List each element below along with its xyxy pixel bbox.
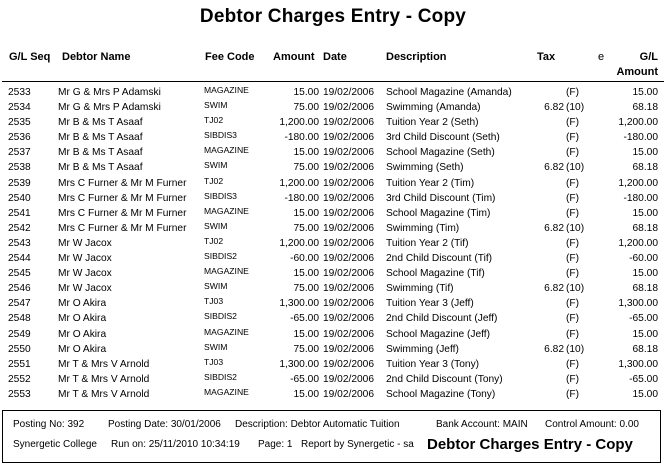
row-gl-seq: 2550 — [8, 343, 31, 355]
row-gl-seq: 2546 — [8, 283, 31, 295]
row-debtor-name: Mr W Jacox — [58, 268, 112, 280]
row-date: 19/02/2006 — [323, 328, 374, 340]
row-date: 19/02/2006 — [323, 162, 374, 174]
row-tax: 6.82 — [544, 343, 564, 355]
row-tax-flag: (F) — [566, 177, 580, 189]
table-row — [0, 85, 666, 100]
row-fee-code: TJ02 — [204, 115, 224, 126]
row-fee-code: MAGAZINE — [204, 386, 249, 397]
row-gl-amount: 15.00 — [632, 388, 658, 400]
row-date: 19/02/2006 — [323, 222, 374, 234]
table-row — [0, 266, 666, 281]
row-amount: 75.00 — [293, 343, 319, 355]
row-fee-code: SWIM — [204, 220, 228, 231]
row-date: 19/02/2006 — [323, 192, 374, 204]
table-row — [0, 221, 666, 236]
table-row — [0, 115, 666, 130]
col-header-description: Description — [386, 51, 447, 63]
row-gl-amount: 15.00 — [632, 87, 658, 98]
row-gl-amount: 1,300.00 — [618, 298, 658, 310]
row-fee-code: MAGAZINE — [204, 326, 249, 337]
row-debtor-name: Mr B & Ms T Asaaf — [58, 132, 143, 144]
row-tax-flag: (F) — [566, 328, 580, 340]
row-date: 19/02/2006 — [323, 102, 374, 114]
row-amount: 75.00 — [293, 102, 319, 114]
row-debtor-name: Mr W Jacox — [58, 237, 112, 249]
col-header-fee-code: Fee Code — [205, 51, 255, 63]
row-debtor-name: Mr B & Ms T Asaaf — [58, 147, 143, 159]
row-fee-code: MAGAZINE — [204, 85, 249, 95]
row-tax-flag: (F) — [566, 132, 580, 144]
row-tax-flag: (10) — [566, 283, 585, 295]
table-row — [0, 160, 666, 175]
row-fee-code: MAGAZINE — [204, 266, 249, 277]
row-amount: 1,300.00 — [279, 358, 319, 370]
table-row — [0, 130, 666, 145]
table-row — [0, 357, 666, 372]
row-date: 19/02/2006 — [323, 313, 374, 325]
row-amount: -180.00 — [284, 132, 319, 144]
row-debtor-name: Mrs C Furner & Mr M Furner — [58, 192, 187, 204]
row-gl-amount: -180.00 — [623, 192, 658, 204]
row-tax-flag: (F) — [566, 117, 580, 129]
row-date: 19/02/2006 — [323, 177, 374, 189]
row-gl-seq: 2543 — [8, 237, 31, 249]
row-tax-flag: (10) — [566, 162, 585, 174]
row-gl-seq: 2536 — [8, 132, 31, 144]
row-description: Tuition Year 2 (Seth) — [386, 117, 479, 129]
col-header-debtor-name: Debtor Name — [62, 51, 131, 63]
row-gl-amount: 1,200.00 — [618, 237, 658, 249]
row-tax-flag: (F) — [566, 373, 580, 385]
row-description: 2nd Child Discount (Tony) — [386, 373, 503, 385]
row-amount: 15.00 — [293, 147, 319, 159]
table-row — [0, 281, 666, 296]
row-gl-amount: 1,300.00 — [618, 358, 658, 370]
row-tax-flag: (F) — [566, 358, 580, 370]
row-debtor-name: Mr T & Mrs V Arnold — [58, 373, 150, 385]
row-gl-seq: 2542 — [8, 222, 31, 234]
row-fee-code: SIBDIS2 — [204, 371, 237, 382]
row-gl-amount: 68.18 — [632, 343, 658, 355]
row-debtor-name: Mr O Akira — [58, 298, 107, 310]
table-row — [0, 372, 666, 387]
row-debtor-name: Mr O Akira — [58, 313, 107, 325]
table-row — [0, 191, 666, 206]
row-tax-flag: (10) — [566, 222, 585, 234]
row-description: Tuition Year 2 (Tif) — [386, 237, 469, 249]
row-date: 19/02/2006 — [323, 117, 374, 129]
row-gl-seq: 2549 — [8, 328, 31, 340]
col-header-e: e — [598, 51, 605, 63]
table-row — [0, 236, 666, 251]
row-fee-code: SWIM — [204, 341, 228, 352]
report-footer — [2, 410, 661, 463]
row-gl-amount: 68.18 — [632, 283, 658, 295]
col-header-gl: G/L — [639, 51, 658, 63]
row-description: Swimming (Tim) — [386, 222, 460, 234]
row-gl-amount: 1,200.00 — [618, 117, 658, 129]
table-row — [0, 100, 666, 115]
col-header-tax: Tax — [537, 51, 556, 63]
col-header-gl-amount: Amount — [616, 66, 658, 78]
table-row — [0, 296, 666, 311]
row-gl-seq: 2552 — [8, 373, 31, 385]
row-date: 19/02/2006 — [323, 373, 374, 385]
row-debtor-name: Mrs C Furner & Mr M Furner — [58, 222, 187, 234]
row-tax: 6.82 — [544, 162, 564, 174]
row-amount: 1,200.00 — [279, 237, 319, 249]
row-tax-flag: (F) — [566, 192, 580, 204]
row-debtor-name: Mr G & Mrs P Adamski — [58, 102, 161, 114]
row-fee-code: SIBDIS2 — [204, 311, 237, 322]
footer-title: Debtor Charges Entry - Copy — [427, 436, 633, 453]
row-amount: 75.00 — [293, 162, 319, 174]
row-fee-code: TJ03 — [204, 296, 224, 307]
row-amount: 15.00 — [293, 207, 319, 219]
row-description: Swimming (Amanda) — [386, 102, 481, 114]
row-gl-amount: -180.00 — [623, 132, 658, 144]
row-gl-seq: 2547 — [8, 298, 31, 310]
row-gl-seq: 2551 — [8, 358, 31, 370]
row-description: Tuition Year 3 (Tony) — [386, 358, 480, 370]
table-row — [0, 342, 666, 357]
table-row — [0, 311, 666, 326]
row-gl-seq: 2540 — [8, 192, 31, 204]
row-description: School Magazine (Seth) — [386, 147, 495, 159]
row-amount: -180.00 — [284, 192, 319, 204]
row-description: School Magazine (Tif) — [386, 268, 485, 280]
row-gl-seq: 2537 — [8, 147, 31, 159]
row-tax-flag: (10) — [566, 102, 585, 114]
row-amount: -65.00 — [290, 313, 319, 325]
row-tax-flag: (10) — [566, 343, 585, 355]
row-description: School Magazine (Tim) — [386, 207, 491, 219]
row-tax-flag: (F) — [566, 207, 580, 219]
row-amount: 15.00 — [293, 268, 319, 280]
table-row — [0, 327, 666, 342]
row-date: 19/02/2006 — [323, 358, 374, 370]
row-tax-flag: (F) — [566, 313, 580, 325]
row-tax-flag: (F) — [566, 298, 580, 310]
row-date: 19/02/2006 — [323, 283, 374, 295]
footer-bank-account: Bank Account: MAIN — [436, 419, 528, 430]
row-date: 19/02/2006 — [323, 237, 374, 249]
row-description: Swimming (Jeff) — [386, 343, 459, 355]
table-row — [0, 251, 666, 266]
row-date: 19/02/2006 — [323, 132, 374, 144]
row-debtor-name: Mr O Akira — [58, 343, 107, 355]
row-fee-code: SWIM — [204, 281, 228, 292]
row-description: 3rd Child Discount (Seth) — [386, 132, 500, 144]
footer-posting-no: Posting No: 392 — [13, 419, 85, 430]
row-gl-amount: 1,200.00 — [618, 177, 658, 189]
table-row — [0, 387, 666, 402]
row-date: 19/02/2006 — [323, 147, 374, 159]
report-title: Debtor Charges Entry - Copy — [199, 6, 467, 27]
row-date: 19/02/2006 — [323, 268, 374, 280]
row-gl-amount: 15.00 — [632, 147, 658, 159]
row-fee-code: TJ02 — [204, 175, 224, 186]
row-tax: 6.82 — [544, 222, 564, 234]
row-description: School Magazine (Tony) — [386, 388, 496, 400]
row-date: 19/02/2006 — [323, 343, 374, 355]
row-gl-amount: -65.00 — [629, 313, 658, 325]
row-gl-seq: 2548 — [8, 313, 31, 325]
row-gl-amount: 15.00 — [632, 268, 658, 280]
footer-page: Page: 1 — [258, 439, 293, 450]
row-description: 3rd Child Discount (Tim) — [386, 192, 496, 204]
row-description: 2nd Child Discount (Tif) — [386, 253, 493, 265]
col-header-amount: Amount — [273, 51, 315, 63]
row-debtor-name: Mr B & Ms T Asaaf — [58, 162, 143, 174]
row-date: 19/02/2006 — [323, 87, 374, 98]
row-description: School Magazine (Amanda) — [386, 87, 512, 98]
row-description: Tuition Year 3 (Jeff) — [386, 298, 474, 310]
row-fee-code: TJ02 — [204, 235, 224, 246]
row-fee-code: TJ03 — [204, 356, 224, 367]
row-tax-flag: (F) — [566, 147, 580, 159]
row-date: 19/02/2006 — [323, 388, 374, 400]
row-gl-seq: 2553 — [8, 388, 31, 400]
row-amount: 15.00 — [293, 328, 319, 340]
row-fee-code: SWIM — [204, 160, 228, 171]
row-gl-amount: 68.18 — [632, 102, 658, 114]
row-description: Swimming (Tif) — [386, 283, 454, 295]
row-gl-seq: 2541 — [8, 207, 31, 219]
footer-description: Description: Debtor Automatic Tuition — [235, 419, 400, 430]
row-gl-amount: -65.00 — [629, 373, 658, 385]
row-fee-code: MAGAZINE — [204, 205, 249, 216]
row-gl-seq: 2533 — [8, 87, 31, 98]
row-debtor-name: Mr W Jacox — [58, 283, 112, 295]
footer-report-by: Report by Synergetic - sa — [301, 439, 414, 450]
row-date: 19/02/2006 — [323, 207, 374, 219]
row-amount: 75.00 — [293, 283, 319, 295]
col-header-gl-seq: G/L Seq — [9, 51, 51, 63]
row-gl-seq: 2534 — [8, 102, 31, 114]
row-amount: -65.00 — [290, 373, 319, 385]
row-gl-amount: 68.18 — [632, 162, 658, 174]
row-tax-flag: (F) — [566, 237, 580, 249]
row-fee-code: MAGAZINE — [204, 145, 249, 156]
row-gl-seq: 2535 — [8, 117, 31, 129]
row-description: Tuition Year 2 (Tim) — [386, 177, 475, 189]
row-gl-amount: 15.00 — [632, 207, 658, 219]
row-amount: 75.00 — [293, 222, 319, 234]
footer-college: Synergetic College — [13, 439, 97, 450]
table-row — [0, 145, 666, 160]
row-gl-amount: 68.18 — [632, 222, 658, 234]
row-amount: -60.00 — [290, 253, 319, 265]
row-debtor-name: Mr O Akira — [58, 328, 107, 340]
row-amount: 15.00 — [293, 87, 319, 98]
header-divider — [2, 81, 664, 82]
row-description: 2nd Child Discount (Jeff) — [386, 313, 498, 325]
row-gl-seq: 2545 — [8, 268, 31, 280]
row-tax-flag: (F) — [566, 253, 580, 265]
row-description: Swimming (Seth) — [386, 162, 464, 174]
charges-table — [0, 85, 666, 402]
row-date: 19/02/2006 — [323, 298, 374, 310]
row-tax-flag: (F) — [566, 87, 580, 98]
row-fee-code: SWIM — [204, 100, 228, 111]
row-amount: 15.00 — [293, 388, 319, 400]
row-amount: 1,200.00 — [279, 117, 319, 129]
row-gl-seq: 2539 — [8, 177, 31, 189]
row-debtor-name: Mr W Jacox — [58, 253, 112, 265]
row-fee-code: SIBDIS3 — [204, 190, 237, 201]
table-row — [0, 176, 666, 191]
row-date: 19/02/2006 — [323, 253, 374, 265]
row-debtor-name: Mr T & Mrs V Arnold — [58, 358, 150, 370]
table-row — [0, 206, 666, 221]
col-header-date: Date — [323, 51, 347, 63]
row-tax-flag: (F) — [566, 268, 580, 280]
row-tax-flag: (F) — [566, 388, 580, 400]
footer-control-amount: Control Amount: 0.00 — [545, 419, 639, 430]
row-debtor-name: Mr T & Mrs V Arnold — [58, 388, 150, 400]
row-gl-seq: 2538 — [8, 162, 31, 174]
row-debtor-name: Mrs C Furner & Mr M Furner — [58, 177, 187, 189]
row-fee-code: SIBDIS3 — [204, 130, 237, 141]
footer-run-on: Run on: 25/11/2010 10:34:19 — [111, 439, 240, 450]
row-description: School Magazine (Jeff) — [386, 328, 491, 340]
row-tax: 6.82 — [544, 102, 564, 114]
row-debtor-name: Mr G & Mrs P Adamski — [58, 87, 161, 98]
row-gl-amount: -60.00 — [629, 253, 658, 265]
row-amount: 1,300.00 — [279, 298, 319, 310]
row-tax: 6.82 — [544, 283, 564, 295]
row-fee-code: SIBDIS2 — [204, 251, 237, 262]
footer-posting-date: Posting Date: 30/01/2006 — [108, 419, 221, 430]
row-debtor-name: Mr B & Ms T Asaaf — [58, 117, 143, 129]
row-gl-amount: 15.00 — [632, 328, 658, 340]
row-gl-seq: 2544 — [8, 253, 31, 265]
row-amount: 1,200.00 — [279, 177, 319, 189]
row-debtor-name: Mrs C Furner & Mr M Furner — [58, 207, 187, 219]
